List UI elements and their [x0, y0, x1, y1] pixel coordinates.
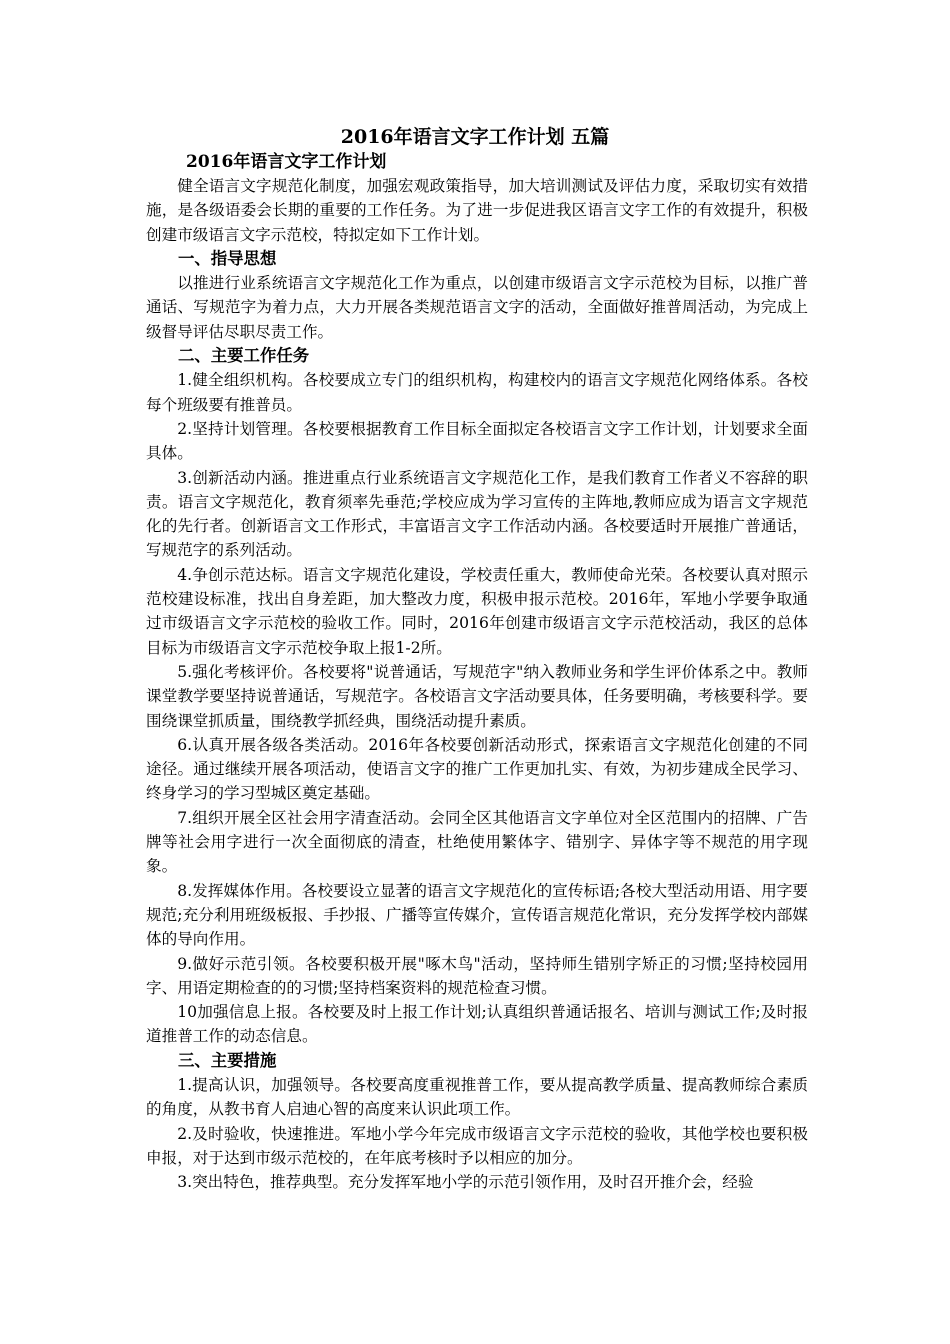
- paragraph: 1.提高认识，加强领导。各校要高度重视推普工作，要从提高教学质量、提高教师综合素质的角度，从教书育人启迪心智的高度来认识此项工作。: [146, 1075, 808, 1119]
- document-subtitle: 2016年语言文字工作计划: [186, 152, 387, 172]
- paragraph: 8.发挥媒体作用。各校要设立显著的语言文字规范化的宣传标语;各校大型活动用语、用字要规范;充分利用班级板报、手抄报、广播等宣传媒介，宣传语言规范化常识，充分发挥学校内部媒体的导向作用。: [146, 881, 808, 949]
- document-body: [146, 174, 808, 1194]
- paragraph: 健全语言文字规范化制度，加强宏观政策指导，加大培训测试及评估力度，采取切实有效措施，是各级语委会长期的重要的工作任务。为了进一步促进我区语言文字工作的有效提升，积极创建市级语言文字示范校，特拟定如下工作计划。: [146, 177, 808, 244]
- paragraph: 2.及时验收，快速推进。军地小学今年完成市级语言文字示范校的验收，其他学校也要积极申报，对于达到市级示范校的，在年底考核时予以相应的加分。: [146, 1124, 808, 1167]
- section-heading: 二、主要工作任务: [178, 346, 310, 366]
- paragraph: 10加强信息上报。各校要及时上报工作计划;认真组织普通话报名、培训与测试工作;及时报道推普工作的动态信息。: [146, 1003, 808, 1046]
- paragraph: 4.争创示范达标。语言文字规范化建设，学校责任重大，教师使命光荣。各校要认真对照示范校建设标准，找出自身差距，加大整改力度，积极申报示范校。2016年，军地小学要争取通过市级语言文字示范校的验收工作。同时，2016年创建市级语言文字示范校活动，我区的总体目标为市级语言文字示范校争取上报1-2所。: [146, 565, 808, 657]
- section-heading: 一、指导思想: [178, 248, 277, 268]
- paragraph: 7.组织开展全区社会用字清查活动。会同全区其他语言文字单位对全区范围内的招牌、广告牌等社会用字进行一次全面彻底的清查，杜绝使用繁体字、错别字、异体字等不规范的用字现象。: [146, 808, 808, 876]
- document-title: 2016年语言文字工作计划 五篇: [340, 126, 610, 148]
- paragraph: 以推进行业系统语言文字规范化工作为重点，以创建市级语言文字示范校为目标，以推广普通话、写规范字为着力点，大力开展各类规范语言文字的活动，全面做好推普周活动，为完成上级督导评估尽职尽责工作。: [146, 274, 808, 341]
- paragraph: 9.做好示范引领。各校要积极开展"啄木鸟"活动，坚持师生错别字矫正的习惯;坚持校园用字、用语定期检查的的习惯;坚持档案资料的规范检查习惯。: [146, 954, 808, 997]
- paragraph: 2.坚持计划管理。各校要根据教育工作目标全面拟定各校语言文字工作计划，计划要求全面具体。: [146, 419, 808, 463]
- paragraph: 1.健全组织机构。各校要成立专门的组织机构，构建校内的语言文字规范化网络体系。各校每个班级要有推普员。: [146, 371, 808, 414]
- section-heading: 三、主要措施: [178, 1050, 277, 1070]
- paragraph: 6.认真开展各级各类活动。2016年各校要创新活动形式，探索语言文字规范化创建的不同途径。通过继续开展各项活动，使语言文字的推广工作更加扎实、有效，为初步建成全民学习、终身学习的学习型城区奠定基础。: [146, 735, 808, 803]
- paragraph: 3.创新活动内涵。推进重点行业系统语言文字规范化工作，是我们教育工作者义不容辞的职责。语言文字规范化，教育须率先垂范;学校应成为学习宣传的主阵地,教师应成为语言文字规范化的先行者。创新语言文工作形式，丰富语言文字工作活动内涵。各校要适时开展推广普通话，写规范字的系列活动。: [146, 468, 808, 560]
- paragraph: 5.强化考核评价。各校要将"说普通话，写规范字"纳入教师业务和学生评价体系之中。教师课堂教学要坚持说普通话，写规范字。各校语言文字活动要具体，任务要明确，考核要科学。要围绕课堂抓质量，围绕教学抓经典，围绕活动提升素质。: [146, 662, 808, 730]
- paragraph: 3.突出特色，推荐典型。充分发挥军地小学的示范引领作用，及时召开推介会，经验: [177, 1173, 754, 1192]
